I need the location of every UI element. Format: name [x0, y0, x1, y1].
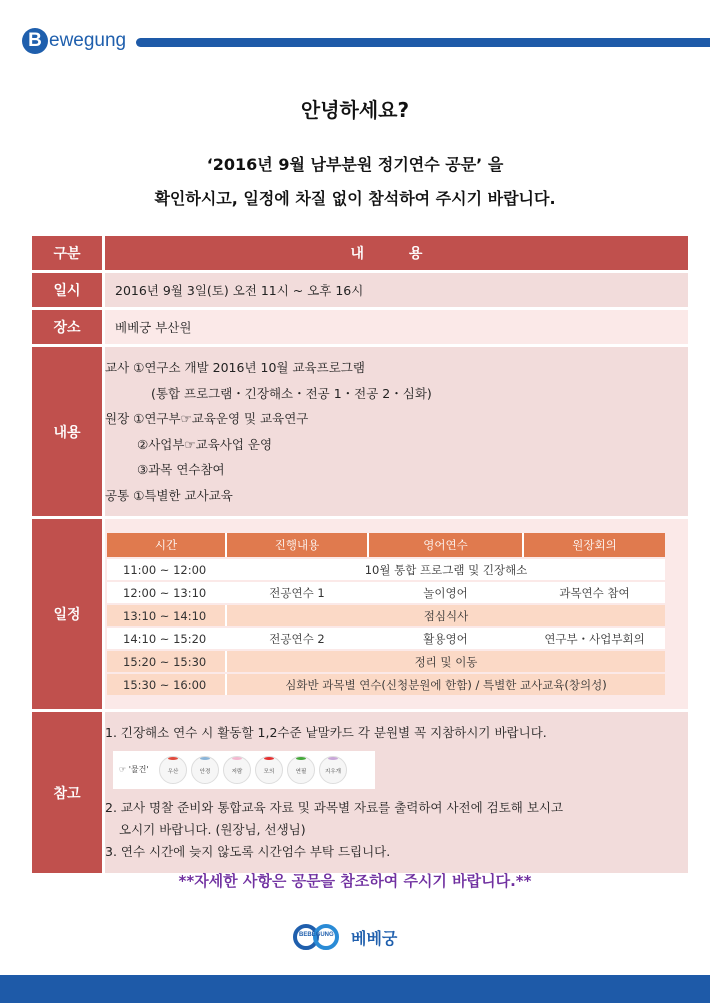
reference-note-1: 1. 긴장해소 연수 시 활동할 1,2수준 낱말카드 각 분원별 꼭 지참하시기 바랍니다.: [105, 725, 547, 740]
greeting: 안녕하세요?: [300, 98, 410, 122]
hat-icon: 모의: [255, 756, 283, 784]
reference-note-2a: 2. 교사 명찰 준비와 통합교육 자료 및 과목별 자료를 출력하여 사전에 검토해 보시고: [105, 800, 564, 815]
table-row: [107, 605, 665, 626]
reference-label: 참고: [32, 712, 102, 873]
content-line: (통합 프로그램・긴장해소・전공 1・전공 2・심화): [151, 385, 432, 401]
footer-logo: [293, 924, 397, 950]
schedule-merged: 점심식사: [225, 605, 665, 626]
date-value: 2016년 9월 3일(토) 오전 11시 ~ 오후 16시: [102, 273, 688, 307]
schedule-cell: [102, 519, 688, 709]
schedule-english: 활용영어: [367, 628, 522, 649]
brand-logo: [22, 26, 126, 56]
content-line: 공통 ①특별한 교사교육: [105, 487, 233, 503]
content-label: 내용: [32, 347, 102, 516]
table-row: [107, 651, 665, 672]
reference-row: [32, 712, 688, 873]
word-card-icons: [113, 751, 375, 789]
umbrella-icon: 우산: [159, 756, 187, 784]
schedule-time: 14:10 ~ 15:20: [107, 628, 225, 649]
schedule-merged: 정리 및 이동: [225, 651, 665, 672]
pencil-icon: 연필: [287, 756, 315, 784]
schedule-header-english: 영어연수: [367, 533, 522, 557]
schedule-time: 13:10 ~ 14:10: [107, 605, 225, 626]
footer-bar: [0, 975, 710, 1003]
reference-lines: [102, 712, 688, 873]
schedule-english: 놀이영어: [367, 582, 522, 603]
table-header-row: [32, 236, 688, 270]
schedule-time: 15:20 ~ 15:30: [107, 651, 225, 672]
eraser-icon: 지우개: [319, 756, 347, 784]
table-row: [107, 582, 665, 603]
schedule-merged: 심화반 과목별 연수(신청분원에 한함) / 특별한 교사교육(창의성): [225, 674, 665, 695]
date-label: 일시: [32, 273, 102, 307]
schedule-program: 전공연수 1: [225, 582, 367, 603]
place-row: [32, 310, 688, 344]
place-value: 베베궁 부산원: [102, 310, 688, 344]
logo-initial: B: [22, 28, 48, 54]
content-line: 원장 ①연구부☞교육운영 및 교육연구: [105, 411, 309, 426]
schedule-row: [32, 519, 688, 709]
schedule-time: 12:00 ~ 13:10: [107, 582, 225, 603]
schedule-header-row: [107, 533, 665, 557]
content-line: ③과목 연수참여: [137, 462, 225, 477]
info-table: [32, 233, 688, 876]
date-row: [32, 273, 688, 307]
header-bar: [136, 38, 710, 47]
content-line: 교사 ①연구소 개발 2016년 10월 교육프로그램: [105, 360, 365, 375]
table-row: [107, 628, 665, 649]
table-row: [107, 674, 665, 695]
intro-line-1: ‘2016년 9월 남부분원 정기연수 공문’ 을: [206, 155, 504, 174]
schedule-time: 15:30 ~ 16:00: [107, 674, 225, 695]
footer-logo-mark: [293, 924, 345, 950]
schedule-label: 일정: [32, 519, 102, 709]
schedule-time: 11:00 ~ 12:00: [107, 559, 225, 580]
schedule-meeting: 과목연수 참여: [522, 582, 665, 603]
col-label-header: 구분: [32, 236, 102, 270]
intro-line-2: 확인하시고, 일정에 차질 없이 참석하여 주시기 바랍니다.: [154, 189, 556, 208]
schedule-header-program: 진행내용: [225, 533, 367, 557]
schedule-merged: 10월 통합 프로그램 및 긴장해소: [225, 559, 665, 580]
content-row: [32, 347, 688, 516]
schedule-header-meeting: 원장회의: [522, 533, 665, 557]
reference-note-2b: 오시기 바랍니다. (원장님, 선생님): [119, 822, 306, 837]
schedule-header-time: 시간: [107, 533, 225, 557]
place-label: 장소: [32, 310, 102, 344]
notice-text: **자세한 사항은 공문을 참조하여 주시기 바랍니다.**: [178, 872, 532, 890]
schedule-meeting: 연구부・사업부회의: [522, 628, 665, 649]
content-line: ②사업부☞교육사업 운영: [137, 436, 273, 452]
col-content-header: 내 용: [102, 236, 688, 270]
table-row: [107, 559, 665, 580]
reference-note-3: 3. 연수 시간에 늦지 않도록 시간엄수 부탁 드립니다.: [105, 844, 391, 859]
footer-brand-name: 베베궁: [351, 928, 398, 948]
icons-caption: ☞ '물건': [119, 765, 149, 774]
bunny-icon: 저람: [223, 756, 251, 784]
footer-logo-text: BEBEGUNG: [299, 932, 334, 938]
schedule-program: 전공연수 2: [225, 628, 367, 649]
logo-text: ewegung: [49, 30, 127, 51]
content-lines: [102, 347, 688, 516]
glasses-icon: 안경: [191, 756, 219, 784]
schedule-table: [107, 531, 665, 697]
